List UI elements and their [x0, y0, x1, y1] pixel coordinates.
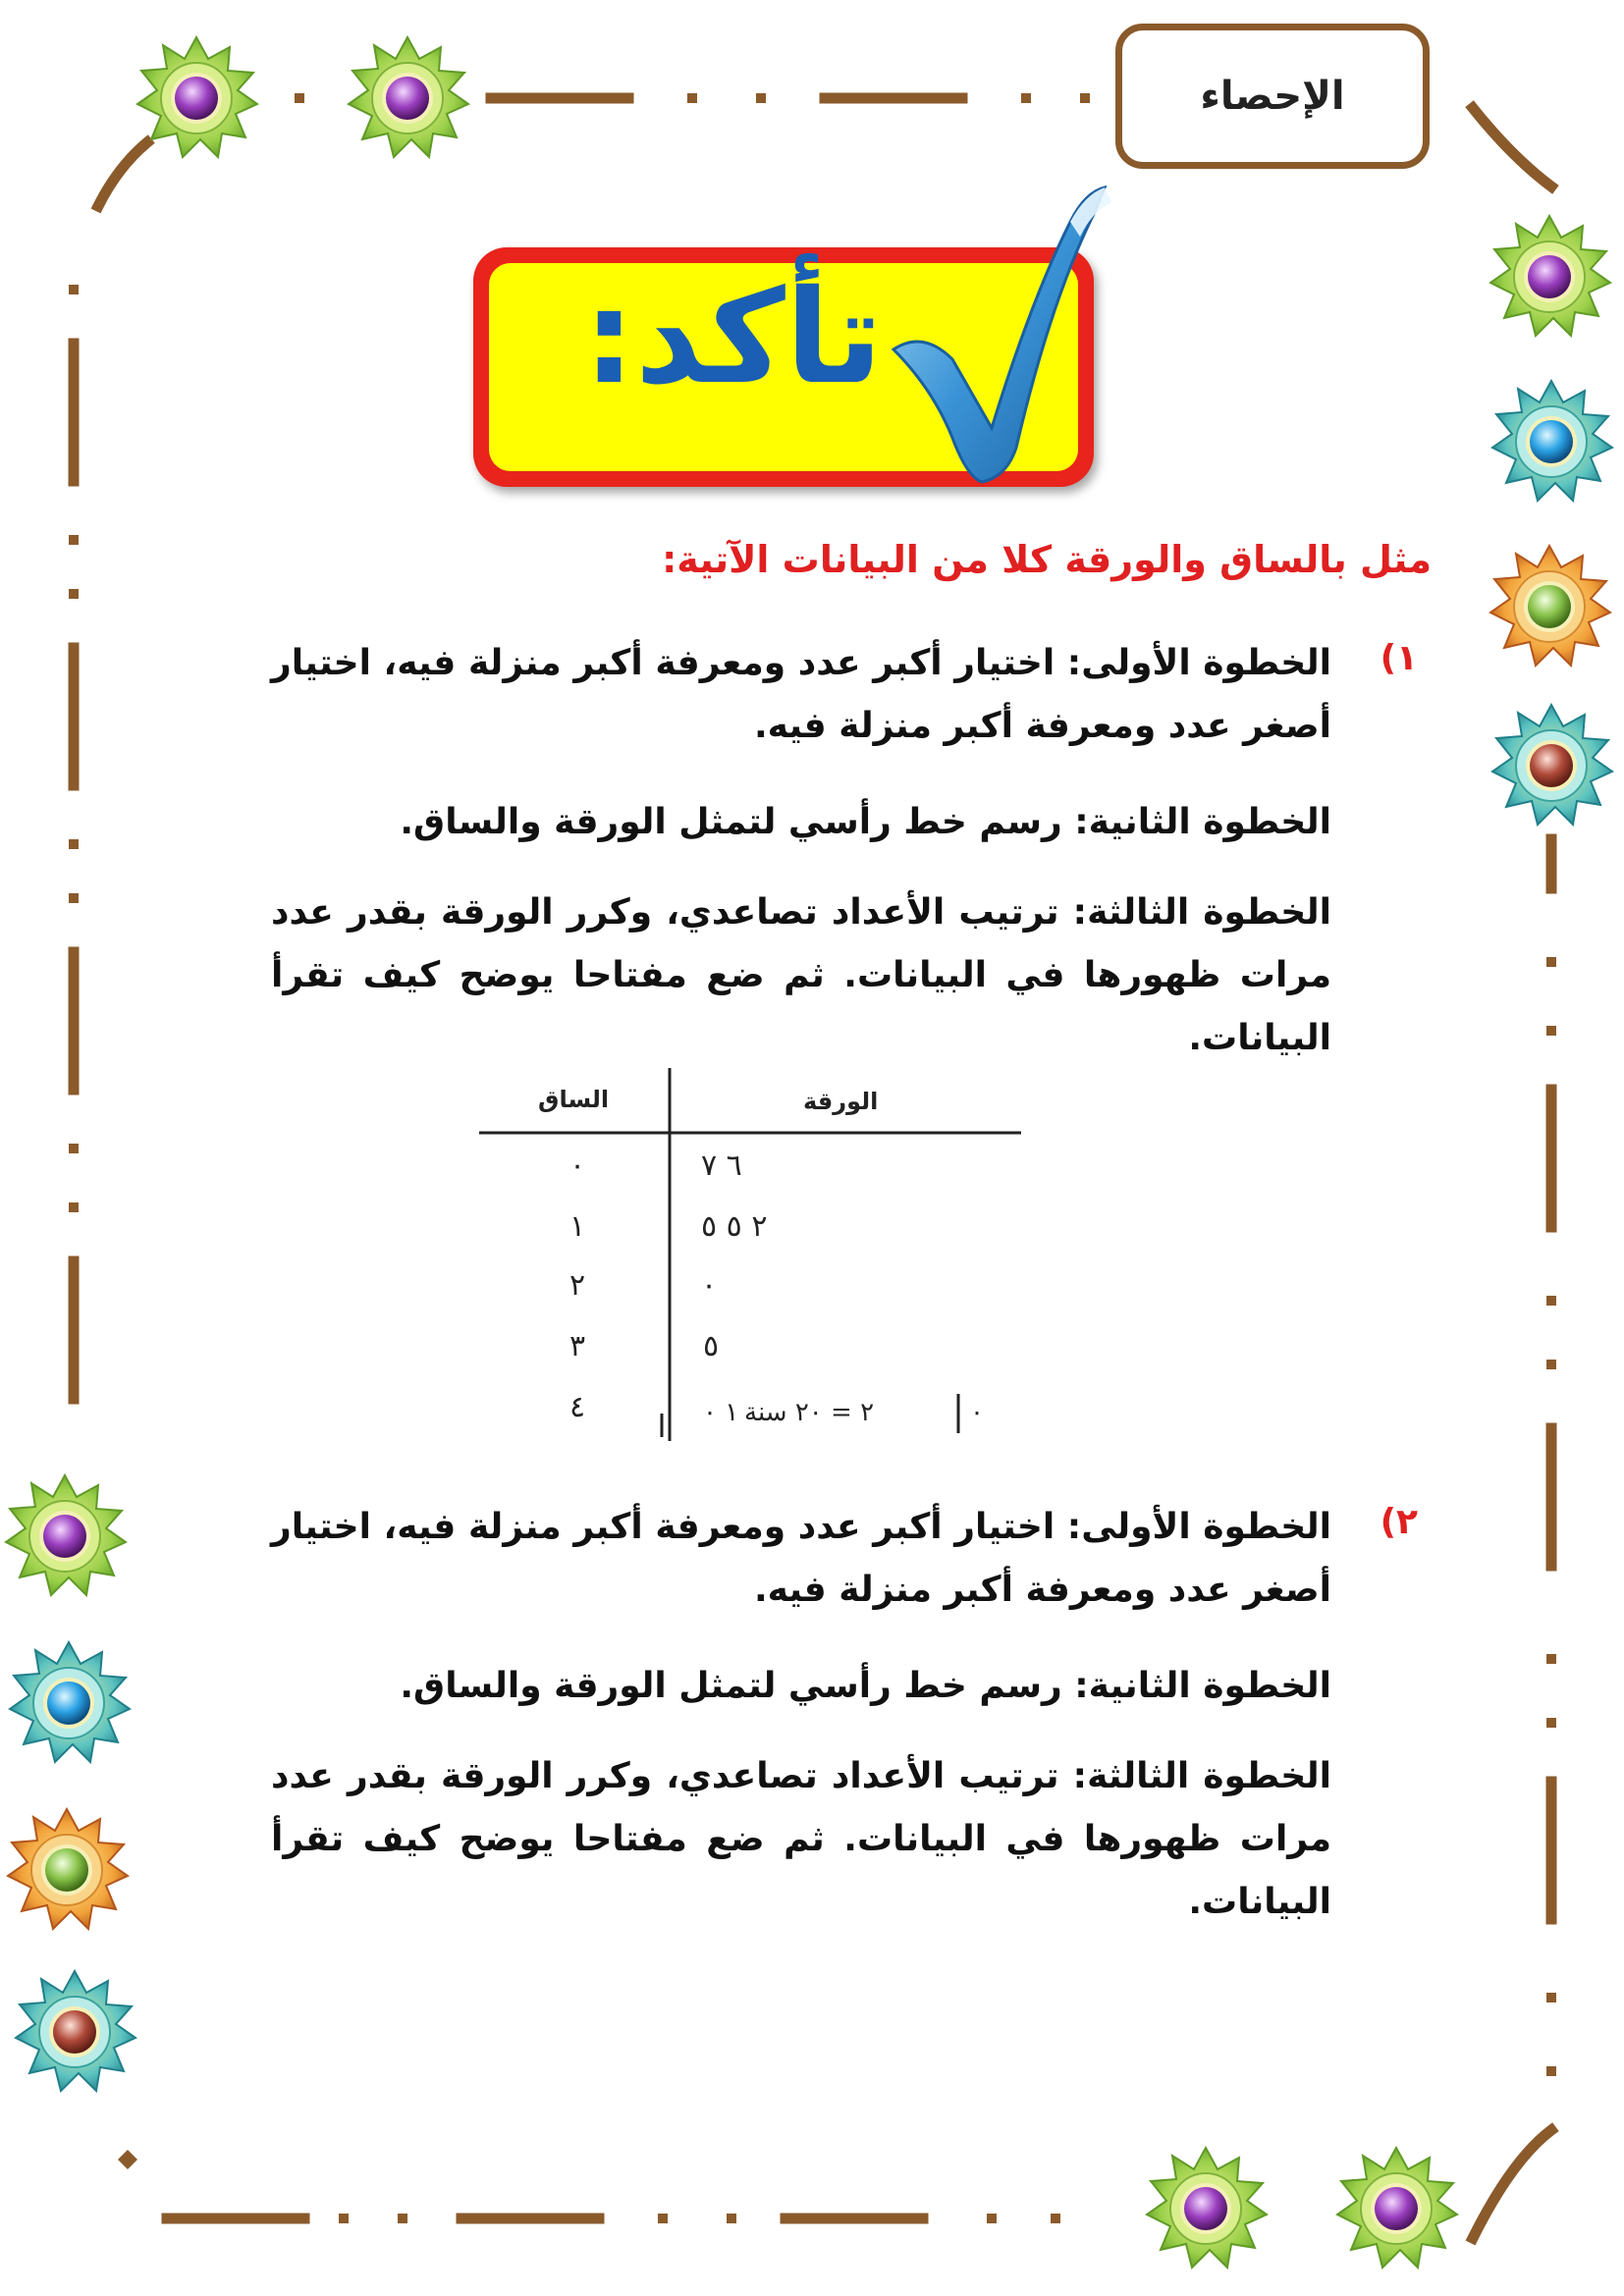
problem-1-number: ١) — [1380, 638, 1418, 678]
banner-title: تأكد: — [583, 262, 883, 413]
leaf-value: ٥ — [703, 1329, 720, 1363]
stem-header: الساق — [538, 1086, 610, 1113]
checkmark-icon — [884, 183, 1119, 497]
problem-1-step-2: الخطوة الثانية: رسم خط رأسي لتمثل الورقة والساق. — [400, 802, 1331, 842]
leaf-value: ٠ — [701, 1268, 718, 1303]
stem-leaf-plot — [479, 1068, 1029, 1441]
problem-2-number: ٢) — [1380, 1502, 1418, 1542]
key-value: ٢ = ٢٠ سنة — [744, 1398, 875, 1427]
leaf-value: ١ ٠ — [703, 1398, 739, 1427]
stem-value: ٤ — [569, 1390, 586, 1424]
problem-2-step-3: الخطوة الثالثة: ترتيب الأعداد تصاعدي، وكرر الورقة بقدر عدد مرات ظهورها في البيانات. ثم ضع مفتاحا يوضح كيف تقرأ البيانات. — [271, 1756, 1331, 1922]
stem-value: ١ — [569, 1209, 586, 1244]
problem-1-step-3: الخطوة الثالثة: ترتيب الأعداد تصاعدي، وكرر الورقة بقدر عدد مرات ظهورها في البيانات. ثم ضع مفتاحا يوضح كيف تقرأ البيانات. — [271, 892, 1331, 1058]
leaf-header: الورقة — [803, 1088, 879, 1115]
subject-tag — [1115, 24, 1430, 169]
subject-tag-text: الإحصاء — [1200, 74, 1345, 119]
key-divider — [948, 1392, 968, 1435]
problem-2-step-1: الخطوة الأولى: اختيار أكبر عدد ومعرفة أكبر منزلة فيه، اختيار أصغر عدد ومعرفة أكبر منزلة فيه. — [271, 1507, 1331, 1610]
stem-value: ٢ — [569, 1268, 586, 1303]
problem-1-step-1: الخطوة الأولى: اختيار أكبر عدد ومعرفة أكبر منزلة فيه، اختيار أصغر عدد ومعرفة أكبر منزلة فيه. — [271, 643, 1331, 746]
leaf-value: ٢ ٥ ٥ — [701, 1209, 768, 1244]
stem-value: ٠ — [569, 1148, 586, 1183]
stem-value: ٣ — [569, 1329, 586, 1363]
problem-2-step-2: الخطوة الثانية: رسم خط رأسي لتمثل الورقة والساق. — [400, 1666, 1331, 1706]
key-stem: ٠ — [970, 1398, 984, 1427]
exercise-heading: مثل بالساق والورقة كلا من البيانات الآتية: — [662, 538, 1432, 581]
leaf-value: ٦ ٧ — [701, 1148, 742, 1183]
